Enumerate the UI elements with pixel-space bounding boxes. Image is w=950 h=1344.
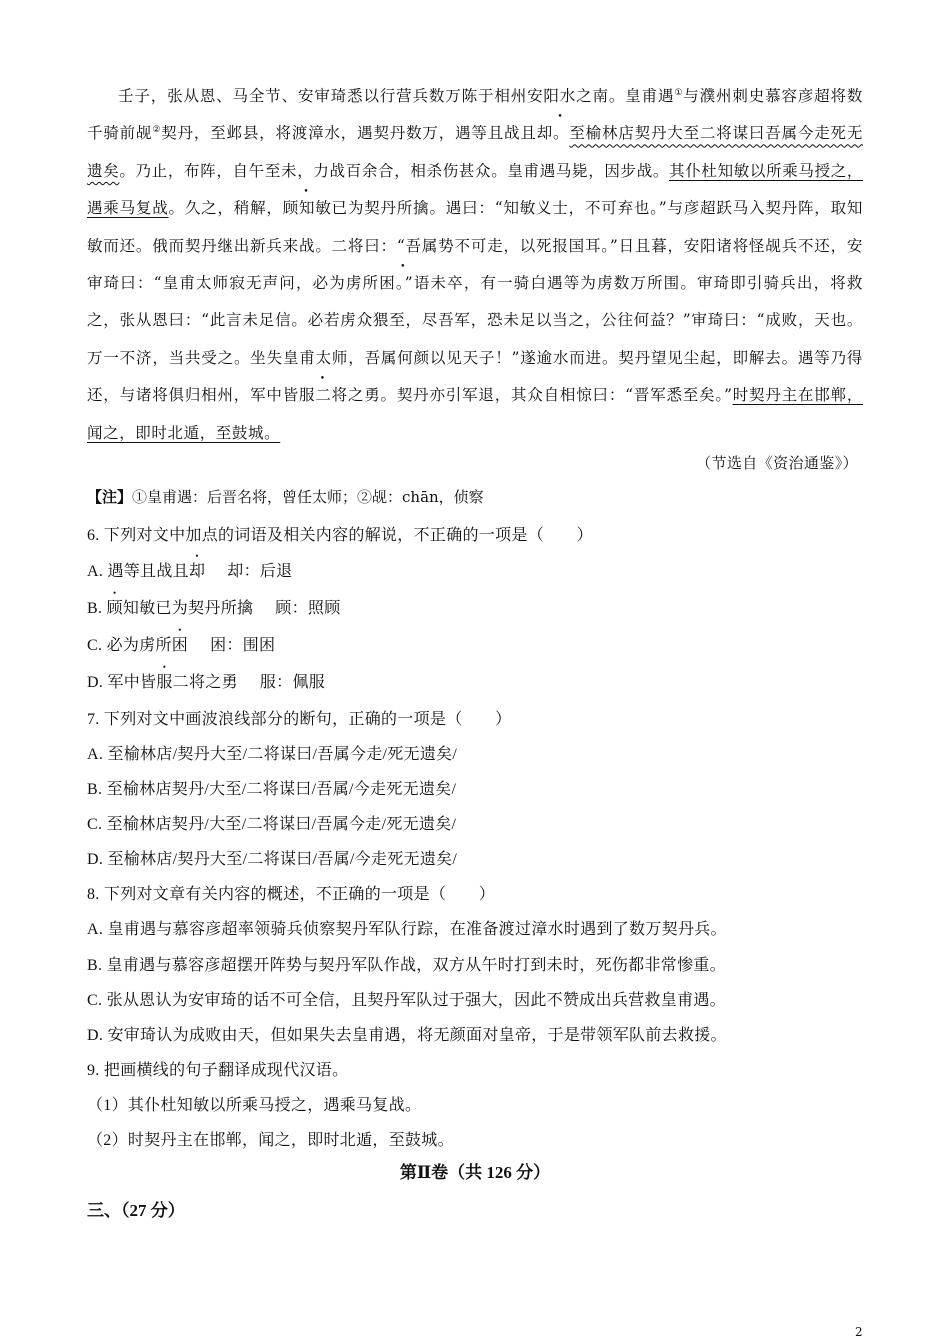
dotted-word-que: 却 — [536, 124, 554, 143]
question-6-option-b — [87, 595, 877, 618]
option-explanation: 却：后退 — [227, 563, 293, 580]
dotted-word: 服 — [156, 674, 173, 691]
passage-text: 。久之，稍解， — [168, 199, 283, 218]
question-7-option-d: D. 至榆林店/契丹大至/二将谋曰/吾属/今走死无遗矣/ — [87, 851, 458, 868]
question-9-stem: 9. 把画横线的句子翻译成现代汉语。 — [87, 1062, 349, 1079]
question-7-option-c: C. 至榆林店契丹/大至/二将谋曰/吾属今走/死无遗矣/ — [87, 816, 457, 833]
passage-text: 与濮州刺史慕容彦超将数千骑前觇 — [87, 87, 863, 143]
question-6-option-a — [87, 558, 877, 581]
annotation-note — [87, 486, 484, 507]
question-7-option-a: A. 至榆林店/契丹大至/二将谋曰/吾属今走/死无遗矣/ — [87, 746, 458, 763]
question-7-stem: 7. 下列对文中画波浪线部分的断句，正确的一项是（ ） — [87, 711, 512, 728]
question-6-option-c — [87, 632, 877, 655]
question-6-option-d — [87, 669, 877, 692]
passage-text: 二将之勇。契丹亦引军退，其众自相惊曰：“晋军悉至矣。” — [315, 386, 733, 405]
wavy-underlined-sentence: 至榆林店契丹大至二将谋曰吾属今走死无遗矣 — [87, 124, 863, 180]
dotted-word: 困 — [171, 637, 189, 654]
passage-source: （节选自《资治通鉴》） — [696, 454, 858, 472]
option-text: A. 遇等且战且 — [87, 563, 189, 580]
dotted-word: 顾 — [106, 600, 123, 617]
classical-chinese-passage — [87, 78, 863, 452]
dotted-word-gu: 顾 — [282, 199, 300, 218]
option-explanation: 困：围困 — [210, 637, 276, 654]
dotted-word: 却 — [188, 563, 206, 580]
question-8-option-c: C. 张从恩认为安审琦的话不可全信，且契丹军队过于强大，因此不赞成出兵营救皇甫遇。 — [87, 992, 726, 1009]
footnote-mark-2: ② — [152, 125, 162, 136]
note-label: 【注】 — [87, 488, 133, 506]
option-text: B. — [87, 600, 107, 617]
option-explanation: 服：佩服 — [259, 674, 326, 691]
question-7-option-b: B. 至榆林店契丹/大至/二将谋曰/吾属/今走死无遗矣/ — [87, 781, 457, 798]
footnote-mark-1: ① — [674, 87, 684, 98]
option-text: D. 军中皆 — [87, 674, 157, 691]
question-9-sentence-1: （1）其仆杜知敏以所乘马授之，遇乘马复战。 — [87, 1097, 422, 1114]
underlined-sentence-2: 时契丹主在邯郸，闻之，即时北遁，至鼓城。 — [87, 386, 863, 442]
passage-paragraph — [87, 78, 863, 452]
option-explanation: 顾：照顾 — [275, 600, 341, 617]
question-8-stem: 8. 下列对文章有关内容的概述，不正确的一项是（ ） — [87, 886, 496, 903]
note-text: ①皇甫遇：后晋名将，曾任太师；②觇：chān，侦察 — [132, 488, 484, 506]
question-8-option-b: B. 皇甫遇与慕容彦超摆开阵势与契丹军队作战，双方从午时打到未时，死伤都非常惨重。 — [87, 957, 726, 974]
option-text: C. 必为虏所 — [87, 637, 172, 654]
underlined-sentence-1: 其仆杜知敏以所乘马授之，遇乘马复战 — [87, 161, 864, 218]
question-9-sentence-2: （2）时契丹主在邯郸，闻之，即时北遁，至鼓城。 — [87, 1132, 454, 1149]
dotted-word-fu: 服 — [299, 386, 316, 405]
passage-text: 。乃止，布阵，自午至未，力战百余合，相杀伤甚众。皇甫遇马毙，因步战。 — [119, 161, 670, 180]
page-number: 2 — [855, 1325, 863, 1339]
section-2-heading: 第Ⅱ卷（共 126 分） — [399, 1163, 551, 1182]
passage-text: 。”语未卒，有一骑白遇等为虏数万所围。审琦即引骑兵出，将救之，张从恩曰：“此言未足信。必若虏众猥至，尽吾军，恐未足以当之，公往何益？”审琦曰：“成败，天也。万一不济，当共受之。坐失皇甫太师，吾属何颜以见天子！”遂逾水而进。契丹望见尘起，即解去。遇等乃得还，与诸将俱归相州，军中皆 — [87, 274, 863, 405]
question-8-option-d: D. 安审琦认为成败由天，但如果失去皇甫遇，将无颜面对皇帝，于是带领军队前去救援。 — [87, 1027, 727, 1044]
question-8-option-a: A. 皇甫遇与慕容彦超率领骑兵侦察契丹军队行踪，在准备渡过漳水时遇到了数万契丹兵。 — [87, 921, 727, 938]
section-3-heading: 三、（27 分） — [87, 1201, 185, 1220]
dotted-word-kun: 困 — [379, 274, 396, 293]
passage-text: 。 — [553, 124, 570, 143]
question-6-stem: 6. 下列对文中加点的词语及相关内容的解说，不正确的一项是（ ） — [87, 527, 593, 544]
option-text: 二将之勇 — [172, 674, 238, 691]
passage-text: 契丹，至邺县，将渡漳水，遇契丹数万，遇等且战且 — [161, 124, 537, 143]
passage-text: 壬子，张从恩、马全节、安审琦悉以行营兵数万陈于相州安阳水之南。皇甫遇 — [118, 87, 675, 105]
option-text: 知敏已为契丹所擒 — [122, 600, 254, 617]
passage-text: 知敏已为契丹所擒。遇曰：“知敏义士，不可弃也。”与彦超跃马入契丹阵，取知敏而还。俄而契丹继出新兵来战。二将曰：“吾属势不可走，以死报国耳。”日且暮，安阳诸将怪觇兵不还，安审琦曰：“皇甫太师寂无声问，必为虏所 — [87, 199, 863, 293]
